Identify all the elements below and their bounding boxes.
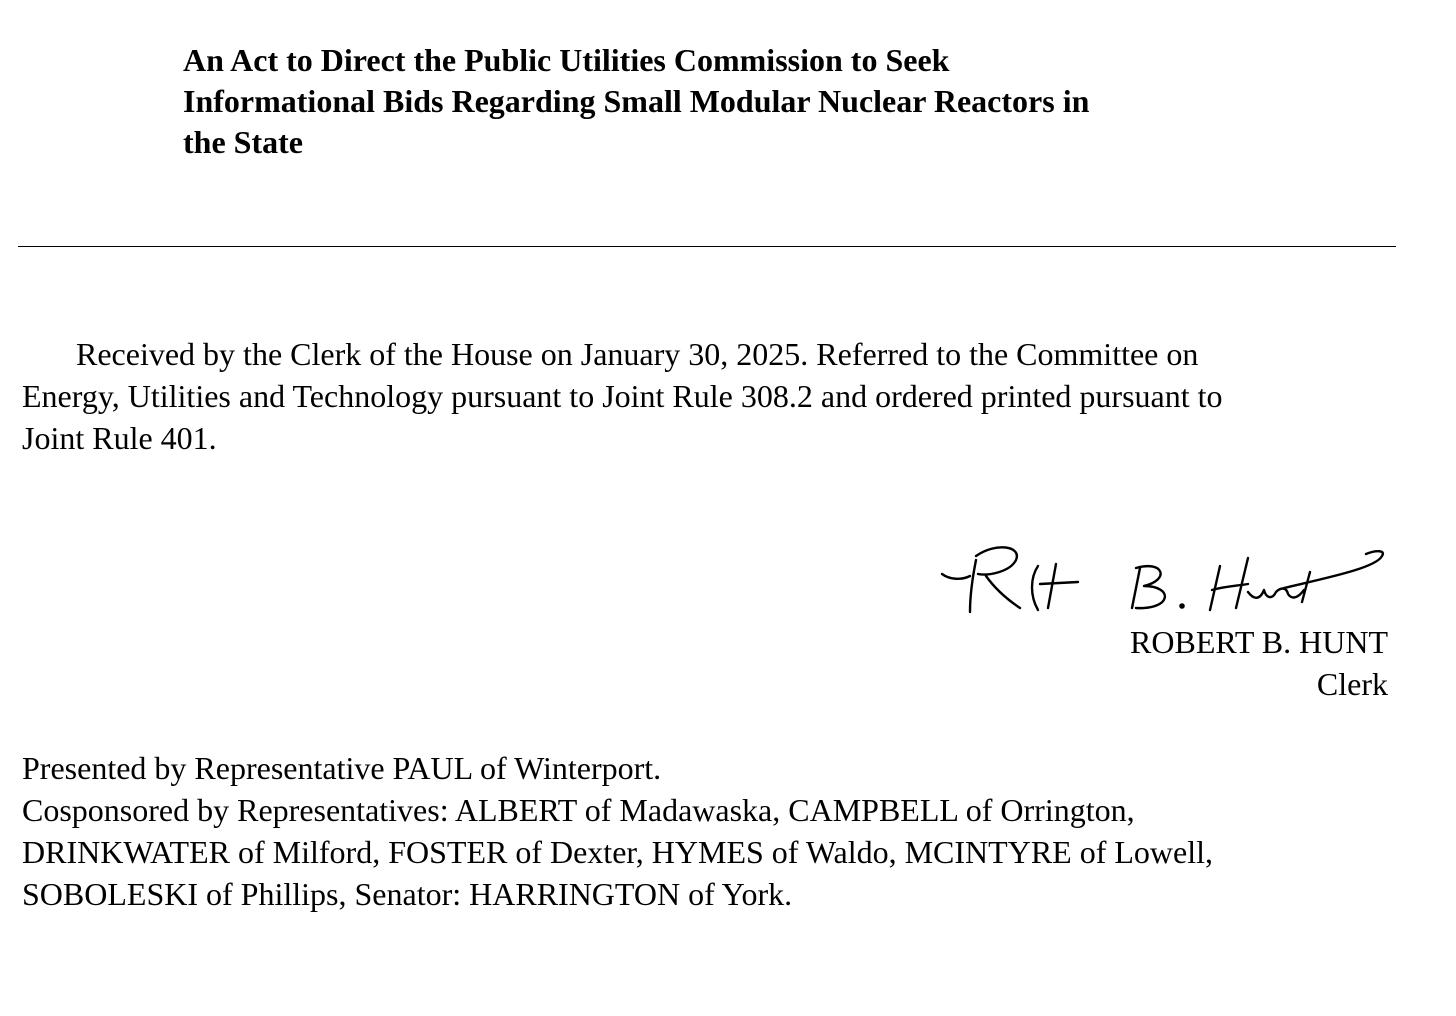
sponsors-paragraph [22,747,1432,915]
received-paragraph [22,333,1422,459]
bill-title-line-1: An Act to Direct the Public Utilities Commission to Seek [183,42,950,78]
cosponsors-line-3: SOBOLESKI of Phillips, Senator: HARRINGTON of York. [22,876,793,912]
received-line-1: Received by the Clerk of the House on January 30, 2025. Referred to the Committee on [76,336,1199,372]
bill-title-line-2: Informational Bids Regarding Small Modular Nuclear Reactors in [183,83,1090,119]
clerk-signature [936,536,1396,626]
bill-title-line-3: the State [183,124,303,160]
received-line-3: Joint Rule 401. [22,420,217,456]
presented-by-line: Presented by Representative PAUL of Winterport. [22,750,662,786]
clerk-name: ROBERT B. HUNT [1130,624,1388,660]
cosponsors-line-1: Cosponsored by Representatives: ALBERT of Madawaska, CAMPBELL of Orrington, [22,792,1135,828]
clerk-title: Clerk [1316,666,1388,702]
clerk-block [1130,621,1388,705]
bill-title [183,40,1243,163]
received-line-2: Energy, Utilities and Technology pursuant to Joint Rule 308.2 and ordered printed pursuant to [22,378,1223,414]
cosponsors-line-2: DRINKWATER of Milford, FOSTER of Dexter, HYMES of Waldo, MCINTYRE of Lowell, [22,834,1213,870]
horizontal-rule [18,246,1396,247]
